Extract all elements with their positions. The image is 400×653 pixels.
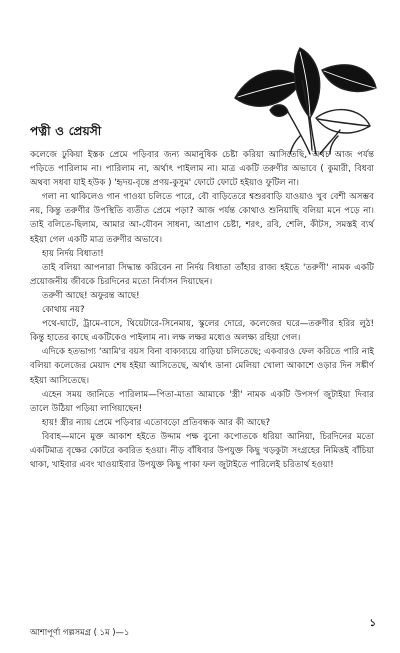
paragraph: তরুণী আছে! অফুরন্ত আছে! xyxy=(42,290,140,301)
paragraph: হায়! স্ত্রীর ন্যায় প্রেমে পড়িবার এতোবড়ো প্রতিবন্ধক আর কী আছে? xyxy=(42,417,271,428)
lotus-leaf-illustration xyxy=(230,40,380,155)
paragraph: পথে-ঘাটে, ট্রামে-বাসে, থিয়েটারে-সিনেমায়, স্কুলের দোরে, কলেজের ঘরে—তরুণীর হরির লুঠ! কিন্তু হাতের কাছে একটিকেও পাইলাম না। লক্ষ লক্ষর মধ্যেও অলক্ষ্য রহিয়া গেল। xyxy=(30,319,374,344)
paragraph: বিবাহ—মানে মুক্ত আকাশ হইতে উদ্দাম পক্ষ বুনো কপোতকে ধরিয়া আনিয়া, চিরদিনের মতো একটিমাত্র বৃক্ষের কোটরে কবরিত হওয়া। নীড় বাঁধিবার উপযুক্ত কিছু খড়কুটা সংগ্রহের নিমিত্তই বাঁচিয়া থাকা, খাইবার এবং খাওয়াইবার উপযুক্ত কিছু পাকা ফল জুটাইতে পারিলেই চরিতার্থ হওয়া! xyxy=(30,431,374,471)
page-footer: আশাপূর্ণা গল্পসমগ্র ( ১ম )—১ xyxy=(30,627,130,637)
page-number: ১ xyxy=(369,618,376,629)
paragraph: কোথায় নয়? xyxy=(42,305,85,316)
paragraph: এহেন সময় জানিতে পারিলাম—পিতা-মাতা আমাকে 'স্ত্রী' নামক একটি উপসর্গ জুটাইয়া দিবার তালে উঠিয়া পড়িয়া লাগিয়াছেন! xyxy=(30,389,374,414)
paragraph: তাই বলিয়া আপনারা সিদ্ধান্ত করিবেন না নির্দয় বিধাতা তাঁহার রাজ্য হইতে 'তরুণী' নামক একটি প্রয়োজনীয় জীবকে চিরদিনের মতো নির্বাসন দিয়াছেন। xyxy=(30,262,374,287)
paragraph: গলা না থাকিলেও গান গাওয়া চলিতে পারে, বৌ বাড়িতেরে শ্বশুরবাড়ি যাওয়াও খুব বেশী অসম্ভব নয়, কিন্তু তরুণীর উপস্থিতি ব্যতীত প্রেমে পড়া? আজ পর্যন্ত কোথাও শুনিয়াছি বলিয়া মনে পড়ে না। তাই বলিতে-ছিলাম, আমার আ-যৌবন সাধনা, আপ্রাণ চেষ্টা, শরৎ, রবি, শেলি, কীটস, সমস্তই ব্যর্থ হইয়া গেল একটি মাত্র তরুণীর অভাবে। xyxy=(30,192,374,245)
story-title: পত্নী ও প্রেয়সী xyxy=(30,124,102,138)
paragraph: হায় নির্দয় বিধাতা! xyxy=(42,248,104,259)
story-body xyxy=(30,148,374,472)
paragraph: কলেজে ঢুকিয়া ইস্তক প্রেমে পড়িবার জন্য অমানুষিক চেষ্টা করিয়া আসিতেছি, অথচ আজ পর্যন্ত পড়িতে পারিলাম না। পারিলাম না, অর্থাৎ পাইলাম না। মাত্র একটি তরুণীর অভাবে ( কুমারী, বিধবা অথবা সধবা যাই হউক ) 'হৃদয়-বৃন্তে প্রণয়-কুসুম' ফোটে ফোটে হইয়াও ফুটিল না। xyxy=(30,150,374,189)
paragraph: এদিকে হতভাগ্য 'আমি'র বয়স বিনা বাক্যব্যয়ে বাড়িয়া চলিতেছে; একবারও ফেল করিতে পারি নাই বলিয়া কলেজের মেয়াদ শেষ হইয়া আসিতেছে, অর্থাৎ ডানা মেলিয়া খোলা আকাশে ওড়ার দিন সঙ্কীর্ণ হইয়া আসিতেছে। xyxy=(30,347,374,386)
